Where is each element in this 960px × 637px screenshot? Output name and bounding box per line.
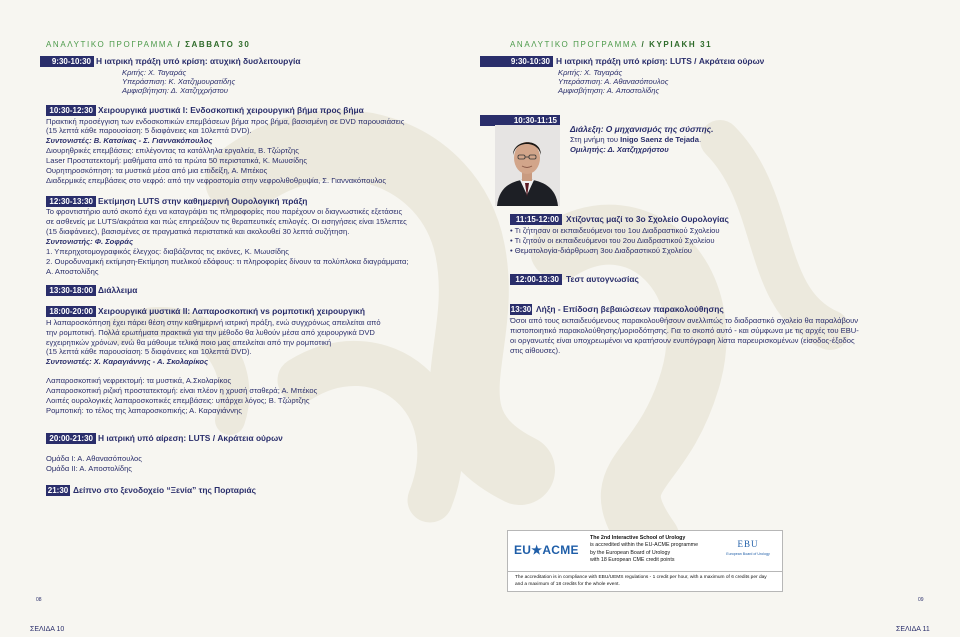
session-line: στις αίθουσες).	[510, 346, 561, 355]
program-header	[46, 40, 250, 49]
session-line: την ρομποτική. Πολλά ερωτήματα πρακτικά για την μέθοδο θα λυθούν μέσα από χειρουργικά DVD	[46, 328, 375, 337]
bullet-item: • Τι ζήτησαν οι εκπαιδευόμενοι του 1ου Διαδραστικού Σχολείου	[510, 226, 720, 235]
session-title: Η ιατρική υπό αίρεση: LUTS / Ακράτεια ούρων	[98, 433, 283, 443]
session-line: (15 λεπτά κάθε παρουσίαση: 5 διαφάνειες και 10λεπτά DVD).	[46, 347, 252, 356]
accreditation-line: with 18 European CME credit points	[590, 557, 675, 564]
session-title: Δείπνο στο ξενοδοχείο “Ξενία” της Πορταριάς	[73, 485, 256, 495]
session-line: Κριτής: Χ. Ταγαράς	[122, 68, 187, 77]
session-line: Υπεράσπιση: Κ. Χατζημουρατίδης	[122, 77, 236, 86]
session-line: Όσοι από τους εκπαιδευόμενους παρακολουθήσουν ανελλιπώς το διαδραστικό σχολείο θα παραλάβουν	[510, 316, 859, 325]
program-header	[510, 40, 712, 49]
session-line: Το φροντιστήριο αυτό σκοπό έχει να καταγράψει τις πληροφορίες που παρέχουν οι διαγνωστικές εξετάσεις	[46, 207, 403, 216]
session-time: 10:30-12:30	[46, 105, 96, 116]
accreditation-line: is accredited within the EU-ACME programme	[590, 542, 699, 549]
session-time: 13:30-18:00	[46, 285, 96, 296]
session-line: Συντονιστές: Β. Κατσίκας - Σ. Γιαννακόπουλος	[46, 136, 213, 145]
accreditation-line: The 2nd Interactive School of Urology	[590, 535, 686, 541]
session-line: εγχειρητικών χρόνων, ενώ θα μάθουμε τελικά ποιο μας απειλείται από την ρομποτική	[46, 338, 332, 347]
session-line: Ομάδα ΙΙ: Α. Αποστολίδης	[46, 464, 132, 473]
bullet-item: • Θεματολογία-διάρθρωση 3ου Διαδραστικού Σχολείου	[510, 246, 692, 255]
session-time: 11:15-12:00	[510, 214, 562, 225]
session-line: (15 διαφάνειες), βασισμένες σε πραγματικά περιστατικά και ακολουθεί 30 λεπτά συζήτηση.	[46, 227, 350, 236]
session-line: Laser Προστατεκτομή: μαθήματα από τα πρώτα 50 περιστατικά, Κ. Μωυσίδης	[46, 156, 308, 165]
memorial-name: Inigo Saenz de Tejada	[620, 135, 699, 144]
session-time: 20:00-21:30	[46, 433, 96, 444]
session-line: Κριτής: Χ. Ταγαράς	[558, 68, 623, 77]
session-line: Υπεράσπιση: Α. Αθανασόπουλος	[558, 77, 669, 86]
session-time: 9:30-10:30	[40, 56, 94, 67]
session-time: 12:30-13:30	[46, 196, 96, 207]
session-line: 1. Υπερηχοτομογραφικός έλεγχος: διαβάζοντας τις εικόνες, Κ. Μωυσίδης	[46, 247, 289, 256]
bullet-item: • Τι ζητούν οι εκπαιδευόμενοι του 2ου Διαδραστικού Σχολείου	[510, 236, 715, 245]
portrait-illustration	[495, 125, 560, 206]
session-title: Χτίζοντας μαζί το 3ο Σχολείο Ουρολογίας	[566, 214, 729, 224]
session-line: Συντονιστές: Χ. Καραγιάννης - Α. Σκολαρίκος	[46, 357, 209, 366]
session-line: Α. Αποστολίδης	[46, 267, 99, 276]
session-title: Λήξη - Επίδοση βεβαιώσεων παρακολούθησης	[536, 304, 724, 314]
left-page	[0, 0, 480, 633]
session-line: οι οργανωτές είναι υποχρεωμένοι να κρατήσουν ενυπόγραφη λίστα παρευρισκομένων (είσοδος-έξοδος	[510, 336, 855, 345]
session-line: Διουρηθρικές επεμβάσεις: επιλέγοντας τα κατάλληλα εργαλεία, Β. Τζώρτζης	[46, 146, 299, 155]
session-line: Συντονιστής: Φ. Σοφράς	[46, 237, 134, 246]
session-line: Πρακτική προσέγγιση των ενδοσκοπικών επεμβάσεων βήμα προς βήμα, βασισμένη σε DVD παρουσιάσεις	[46, 117, 405, 126]
header-day: / ΣΑΒΒΑΤΟ 30	[177, 40, 251, 49]
session-line: Αμφισβήτηση: Α. Αποστολίδης	[558, 86, 660, 95]
speaker-photo	[495, 125, 560, 206]
session-title: Εκτίμηση LUTS στην καθημερινή Ουρολογική πράξη	[98, 196, 308, 206]
session-title: Χειρουργικά μυστικά ΙΙ: Λαπαροσκοπική vs ρομποτική χειρουργική	[98, 306, 365, 316]
accreditation-line: by the European Board of Urology	[590, 549, 671, 556]
session-line: Η λαπαροσκόπηση έχει πάρει θέση στην καθημερινή ιατρική πράξη, ενώ συγχρόνως απειλείται από	[46, 318, 381, 327]
accreditation-note-line: The accreditation is in compliance with EBU/UEMS regulations - 1 credit per hour, with a maximum of 6 credits per day	[515, 575, 767, 580]
footer-page-label: ΣΕΛΙΔΑ 11	[896, 626, 930, 633]
header-label: ΑΝΑΛΥΤΙΚΟ ΠΡΟΓΡΑΜΜΑ	[510, 40, 638, 49]
session-time: 9:30-10:30	[480, 56, 553, 67]
accreditation-text	[590, 535, 698, 565]
session-line: Αμφισβήτηση: Δ. Χατζηχρήστου	[122, 86, 228, 95]
session-time: 12:00-13:30	[510, 274, 562, 285]
speaker-line: Ομιλητής: Δ. Χατζηχρήστου	[570, 145, 669, 154]
page-number: 09	[918, 597, 924, 603]
session-line: Λαπαροσκοπική νεφρεκτομή: τα μυστικά, Α.Σκολαρίκος	[46, 376, 232, 385]
session-time: 21:30	[47, 486, 69, 495]
session-line: Ουρητηροσκόπηση: τα μυστικά μέσα από μια επιδείξη, Α. Μπέκος	[46, 166, 268, 175]
memorial-prefix: Στη μνήμη του	[570, 135, 621, 144]
session-title: Χειρουργικά μυστικά Ι: Ενδοσκοπική χειρουργική βήμα προς βήμα	[98, 105, 364, 115]
memorial-suffix: .	[698, 135, 702, 144]
session-time: 18:00-20:00	[46, 306, 96, 317]
ebu-logo	[720, 536, 776, 566]
session-time: 13:30	[510, 305, 532, 314]
page-number: 08	[36, 597, 42, 603]
session-time: 10:30-11:15	[480, 115, 560, 126]
header-label: ΑΝΑΛΥΤΙΚΟ ΠΡΟΓΡΑΜΜΑ	[46, 40, 174, 49]
accreditation-note	[515, 575, 767, 589]
session-line: Λαπαροσκοπική ριζική προστατεκτομή: είναι πλέον η χρυσή σταθερά; Α. Μπέκος	[46, 386, 318, 395]
session-title: Τεστ αυτογνωσίας	[566, 274, 639, 284]
session-title: Διάλεξη: Ο μηχανισμός της σύσπης.	[570, 124, 714, 134]
session-line: σε ασθενείς με LUTS/ακράτεια και πώς επηρεάζουν τις θεραπευτικές επιλογές. Οι εισηγήσεις είναι 15λεπτες	[46, 217, 407, 226]
ebu-subtitle: European Board of Urology	[726, 552, 770, 556]
session-line: πιστοποιητικό παρακολούθησης/μοριοδότησης. Για το σκοπό αυτό - και σύμφωνα με τις αρχές του EBU-	[510, 326, 859, 335]
session-line: Λοιπές ουρολογικές λαπαροσκοπικές επεμβάσεις: υπάρχει λόγος; Β. Τζώρτζης	[46, 396, 310, 405]
accreditation-note-line: and a maximum of 18 credits for the whole event.	[515, 581, 620, 587]
session-line: Ομάδα Ι: Α. Αθανασόπουλος	[46, 454, 142, 463]
accreditation-top	[508, 531, 782, 572]
footer-page-label: ΣΕΛΙΔΑ 10	[30, 626, 65, 633]
session-line: Διαδερμικές επεμβάσεις στο νεφρό: από την νεφροστομία στην νεφρολιθοθρυψία, Σ. Γιαννακόπουλος	[46, 176, 387, 185]
session-line: (15 λεπτά κάθε παρουσίαση: 5 διαφάνειες και 10λεπτά DVD).	[46, 126, 252, 135]
right-page	[480, 0, 960, 633]
session-line: Ρομποτική: το τέλος της λαπαροσκοπικής; Α. Καραγιάννης	[46, 406, 242, 415]
ebu-mark: EBU	[737, 539, 759, 549]
session-line: 2. Ουροδυναμική εκτίμηση-Εκτίμηση πυελικού εδάφους: τι πληροφορίες δίνουν τα πολύπλοκα διαγράμματα;	[46, 257, 409, 266]
header-day: / ΚΥΡΙΑΚΗ 31	[641, 40, 713, 49]
eu-acme-logo: EU★ACME	[514, 543, 579, 557]
session-line	[570, 135, 701, 145]
session-title: Διάλλειμα	[98, 285, 138, 295]
accreditation-box	[507, 530, 783, 592]
session-title: Η ιατρική πράξη υπό κρίση: ατυχική δυσλειτουργία	[96, 56, 301, 66]
session-title: Η ιατρική πράξη υπό κρίση: LUTS / Ακράτεια ούρων	[556, 56, 765, 66]
